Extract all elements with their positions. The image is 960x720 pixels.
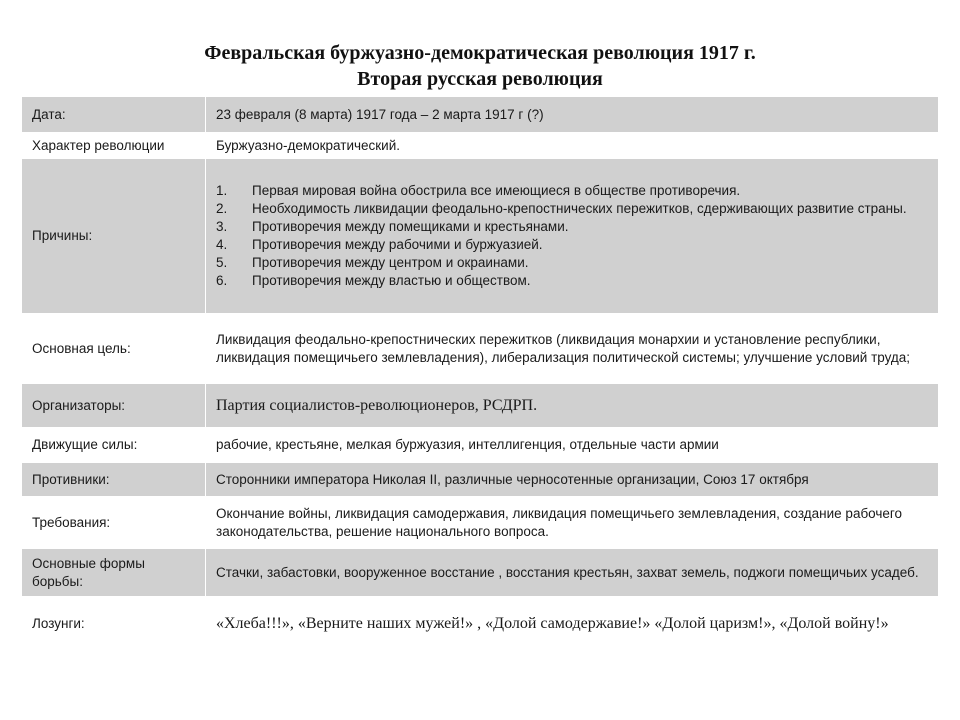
list-item: 5. Противоречия между центром и окраинами. <box>216 255 529 270</box>
row-organizers <box>22 384 939 428</box>
list-item: 1. Первая мировая война обострила все имеющиеся в обществе противоречия. <box>216 183 741 198</box>
causes-list <box>216 182 928 290</box>
list-item: 4. Противоречия между рабочими и буржуазией. <box>216 237 543 252</box>
row-goal <box>22 314 939 384</box>
title-line-2: Вторая русская революция <box>357 68 603 90</box>
value-causes <box>206 159 939 314</box>
label-organizers: Организаторы: <box>22 384 206 428</box>
label-opponents: Противники: <box>22 463 206 497</box>
list-item: 6. Противоречия между властью и обществом. <box>216 273 531 288</box>
label-causes: Причины: <box>22 159 206 314</box>
value-slogans: «Хлеба!!!», «Верните наших мужей!» , «Долой самодержавие!» «Долой царизм!», «Долой войну!» <box>206 597 939 652</box>
list-item: 3. Противоречия между помещиками и крестьянами. <box>216 219 569 234</box>
label-character: Характер революции <box>22 133 206 159</box>
list-item: 2. Необходимость ликвидации феодально-крепостнических пережитков, сдерживающих развитие страны. <box>216 201 907 216</box>
label-goal: Основная цель: <box>22 314 206 384</box>
slide-title <box>0 40 960 92</box>
row-opponents <box>22 463 939 497</box>
row-causes <box>22 159 939 314</box>
label-date: Дата: <box>22 97 206 133</box>
value-organizers: Партия социалистов-революционеров, РСДРП. <box>206 384 939 428</box>
row-forms <box>22 549 939 597</box>
row-demands <box>22 497 939 549</box>
row-slogans <box>22 597 939 652</box>
label-slogans: Лозунги: <box>22 597 206 652</box>
row-character <box>22 133 939 159</box>
label-demands: Требования: <box>22 497 206 549</box>
row-forces <box>22 428 939 463</box>
value-goal: Ликвидация феодально-крепостнических пережитков (ликвидация монархии и установление республики, ликвидация помещичьего землевладения), либерализация политической системы; улучшение условий труда; <box>206 314 939 384</box>
title-line-1: Февральская буржуазно-демократическая революция 1917 г. <box>204 42 756 64</box>
value-date: 23 февраля (8 марта) 1917 года – 2 марта 1917 г (?) <box>206 97 939 133</box>
value-demands: Окончание войны, ликвидация самодержавия, ликвидация помещичьего землевладения, создание рабочего законодательства, решение национального вопроса. <box>206 497 939 549</box>
label-forms: Основные формы борьбы: <box>22 549 206 597</box>
value-character: Буржуазно-демократический. <box>206 133 939 159</box>
revolution-table <box>21 96 939 652</box>
value-opponents: Сторонники императора Николая II, различные черносотенные организации, Союз 17 октября <box>206 463 939 497</box>
value-forces: рабочие, крестьяне, мелкая буржуазия, интеллигенция, отдельные части армии <box>206 428 939 463</box>
label-forces: Движущие силы: <box>22 428 206 463</box>
value-forms: Стачки, забастовки, вооруженное восстание , восстания крестьян, захват земель, поджоги помещичьих усадеб. <box>206 549 939 597</box>
row-date <box>22 97 939 133</box>
